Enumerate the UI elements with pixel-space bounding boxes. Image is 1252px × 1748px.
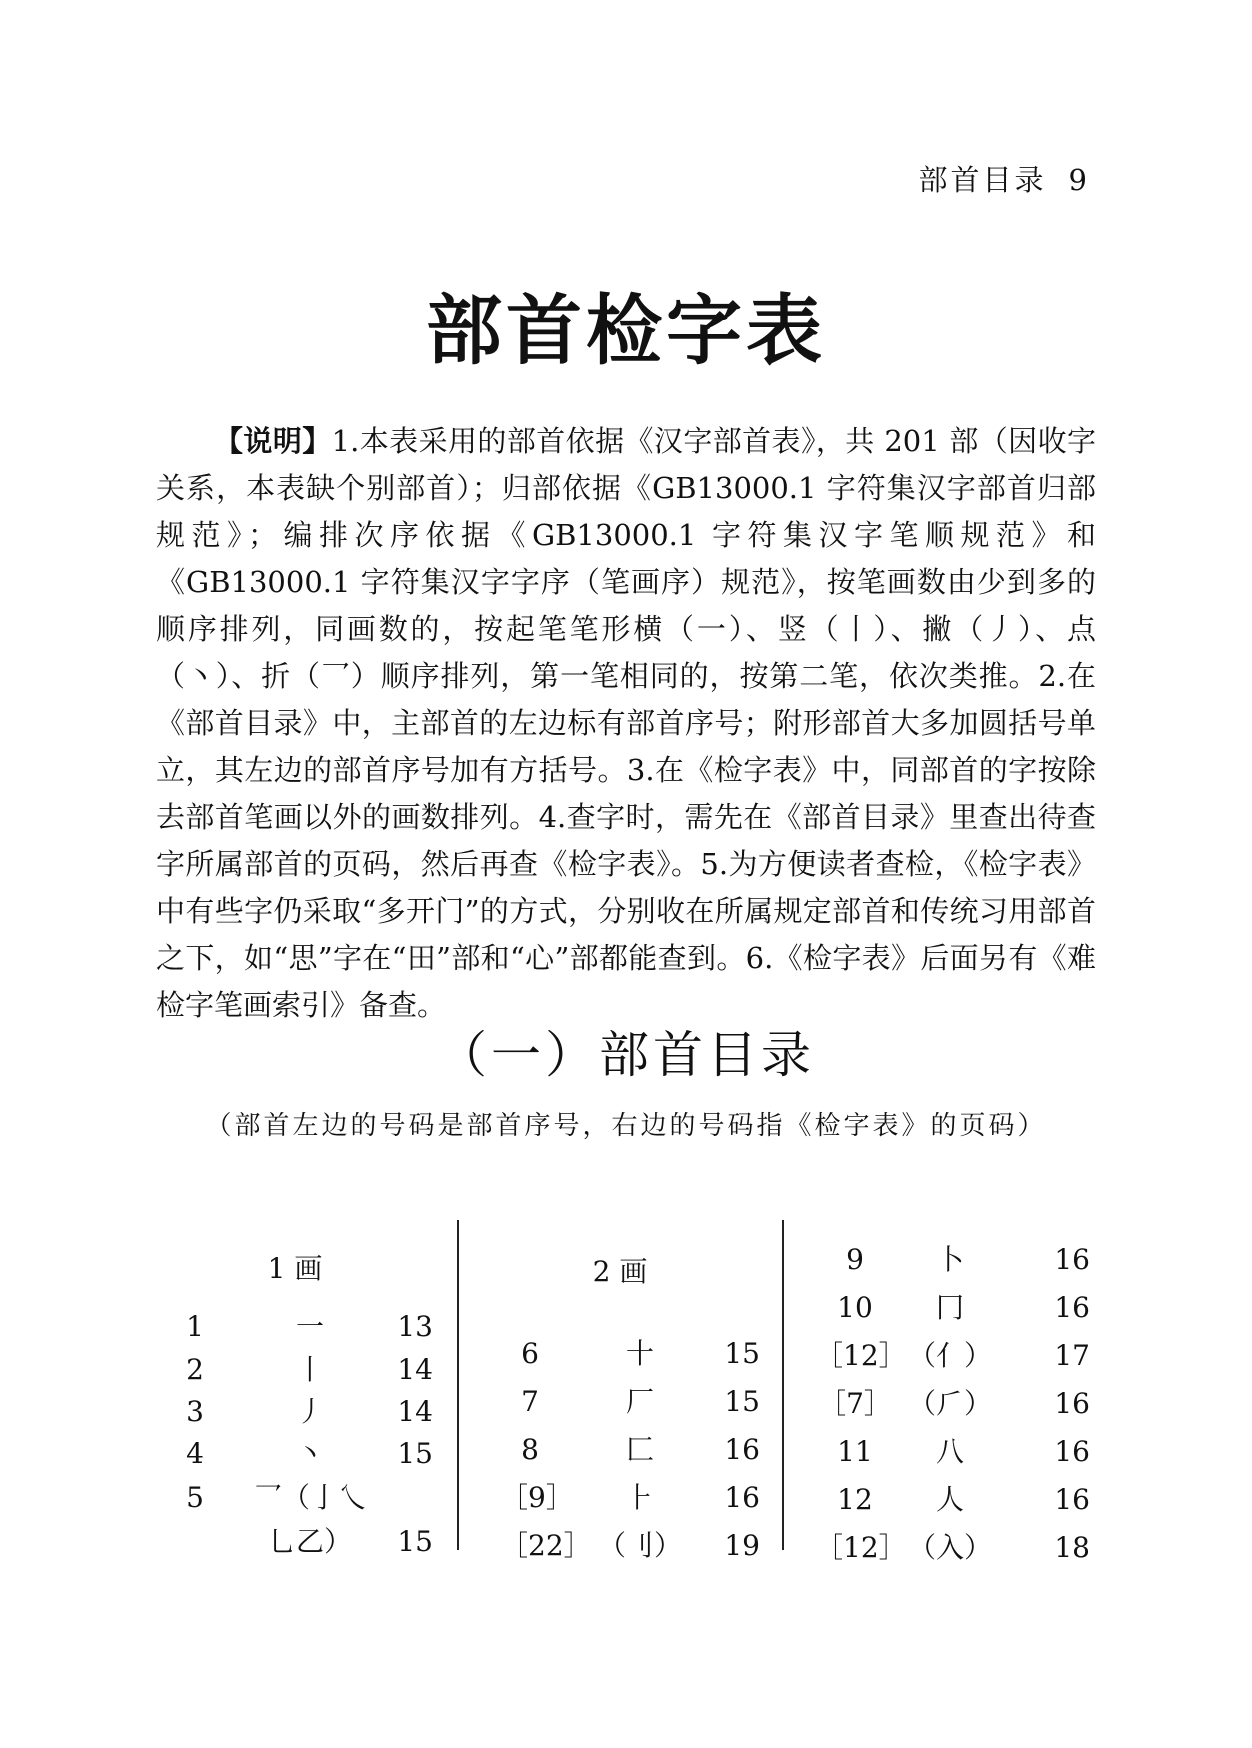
radical-page: 14 [397, 1395, 433, 1428]
intro-lead: 【说明】 [214, 424, 332, 458]
radical-page: 16 [724, 1481, 760, 1514]
radical-row [0, 1238, 1252, 1282]
intro-paragraph [156, 418, 1096, 1029]
radical-page: 16 [1054, 1435, 1090, 1468]
radical-glyph: （⺁） [907, 1387, 992, 1420]
radical-number: ［12］ [815, 1531, 907, 1564]
radical-number: 3 [186, 1395, 204, 1428]
section-subtitle: （部首左边的号码是部首序号，右边的号码指《检字表》的页码） [205, 1111, 1047, 1141]
radical-row [0, 1286, 1252, 1330]
radical-number: 10 [837, 1291, 873, 1324]
radical-glyph: 乛（亅乀 [253, 1481, 366, 1514]
radical-glyph: 冂 [935, 1291, 964, 1324]
radical-glyph: 丶 [295, 1437, 324, 1470]
radical-page: 16 [1054, 1387, 1090, 1420]
page-title: 部首检字表 [426, 286, 826, 375]
section-title: （一）部首目录 [437, 1026, 815, 1084]
radical-page: 15 [724, 1385, 760, 1418]
column-heading-2: 2 画 [592, 1255, 648, 1288]
radical-page: 15 [724, 1337, 760, 1370]
radical-number: 11 [837, 1435, 873, 1468]
radical-number: 1 [186, 1310, 204, 1343]
radical-glyph: （刂） [597, 1529, 682, 1562]
radical-number: 4 [186, 1437, 204, 1470]
radical-page: 15 [397, 1525, 433, 1558]
intro-text: 1.本表采用的部首依据《汉字部首表》，共 201 部（因收字关系，本表缺个别部首）；归部依据《GB13000.1 字符集汉字部首归部规范》；编排次序依据《GB13000.1 字符集汉字笔顺规范》和《GB13000.1 字符集汉字字序（笔画序）规范》，按笔画数由少到多的顺序排列，同画数的，按起笔笔形横（一）、竖（丨）、撇（丿）、点（丶）、折（乛）顺序排列，第一笔相同的，按第二笔，依次类推。2.在《部首目录》中，主部首的左边标有部首序号；附形部首大多加圆括号单立，其左边的部首序号加有方括号。3.在《检字表》中，同部首的字按除去部首笔画以外的画数排列。4.查字时，需先在《部首目录》里查出待查字所属部首的页码，然后再查《检字表》。5.为方便读者查检，《检字表》中有些字仍采取“多开门”的方式，分别收在所属规定部首和传统习用部首之下，如“思”字在“田”部和“心”部都能查到。6.《检字表》后面另有《难检字笔画索引》备查。 [156, 424, 1096, 1022]
radical-page: 16 [724, 1433, 760, 1466]
radical-glyph: 匚 [625, 1433, 654, 1466]
radical-number: ［9］ [500, 1481, 574, 1514]
radical-row [0, 1334, 1252, 1378]
radical-glyph: ⺊ [625, 1481, 654, 1514]
radical-glyph: 卜 [935, 1243, 964, 1276]
radical-number: ［22］ [500, 1529, 592, 1562]
radical-number: 12 [837, 1483, 873, 1516]
radical-glyph: （亻） [907, 1339, 992, 1372]
radical-page: 14 [397, 1353, 433, 1386]
running-head-section: 部首目录 [918, 163, 1047, 197]
radical-page: 19 [724, 1529, 760, 1562]
radical-glyph: 十 [625, 1337, 654, 1370]
radical-glyph: 乚乙） [267, 1525, 352, 1558]
radical-row [0, 1478, 1252, 1522]
column-heading-1: 1 画 [267, 1252, 323, 1285]
radical-number: 5 [186, 1481, 204, 1514]
radical-row [0, 1526, 1252, 1570]
radical-row [0, 1382, 1252, 1426]
page-number: 9 [1068, 163, 1090, 197]
radical-glyph: 人 [935, 1483, 964, 1516]
radical-number: 2 [186, 1353, 204, 1386]
radical-glyph: 一 [295, 1310, 324, 1343]
radical-glyph: 八 [935, 1435, 964, 1468]
radical-glyph: 丨 [295, 1353, 324, 1386]
radical-number: 9 [846, 1243, 864, 1276]
radical-page: 13 [397, 1310, 433, 1343]
running-head [919, 158, 1090, 199]
radical-number: ［12］ [815, 1339, 907, 1372]
radical-page: 16 [1054, 1291, 1090, 1324]
radical-number: ［7］ [818, 1387, 892, 1420]
radical-page: 16 [1054, 1483, 1090, 1516]
radical-page: 16 [1054, 1243, 1090, 1276]
radical-number: 7 [521, 1385, 539, 1418]
radical-glyph: （入） [907, 1531, 992, 1564]
radical-row [0, 1430, 1252, 1474]
radical-number: 6 [521, 1337, 539, 1370]
radical-page: 18 [1054, 1531, 1090, 1564]
radical-glyph: 厂 [625, 1385, 654, 1418]
radical-glyph: 丿 [295, 1395, 324, 1428]
radical-page: 15 [397, 1437, 433, 1470]
radical-number: 8 [521, 1433, 539, 1466]
radical-page: 17 [1054, 1339, 1090, 1372]
